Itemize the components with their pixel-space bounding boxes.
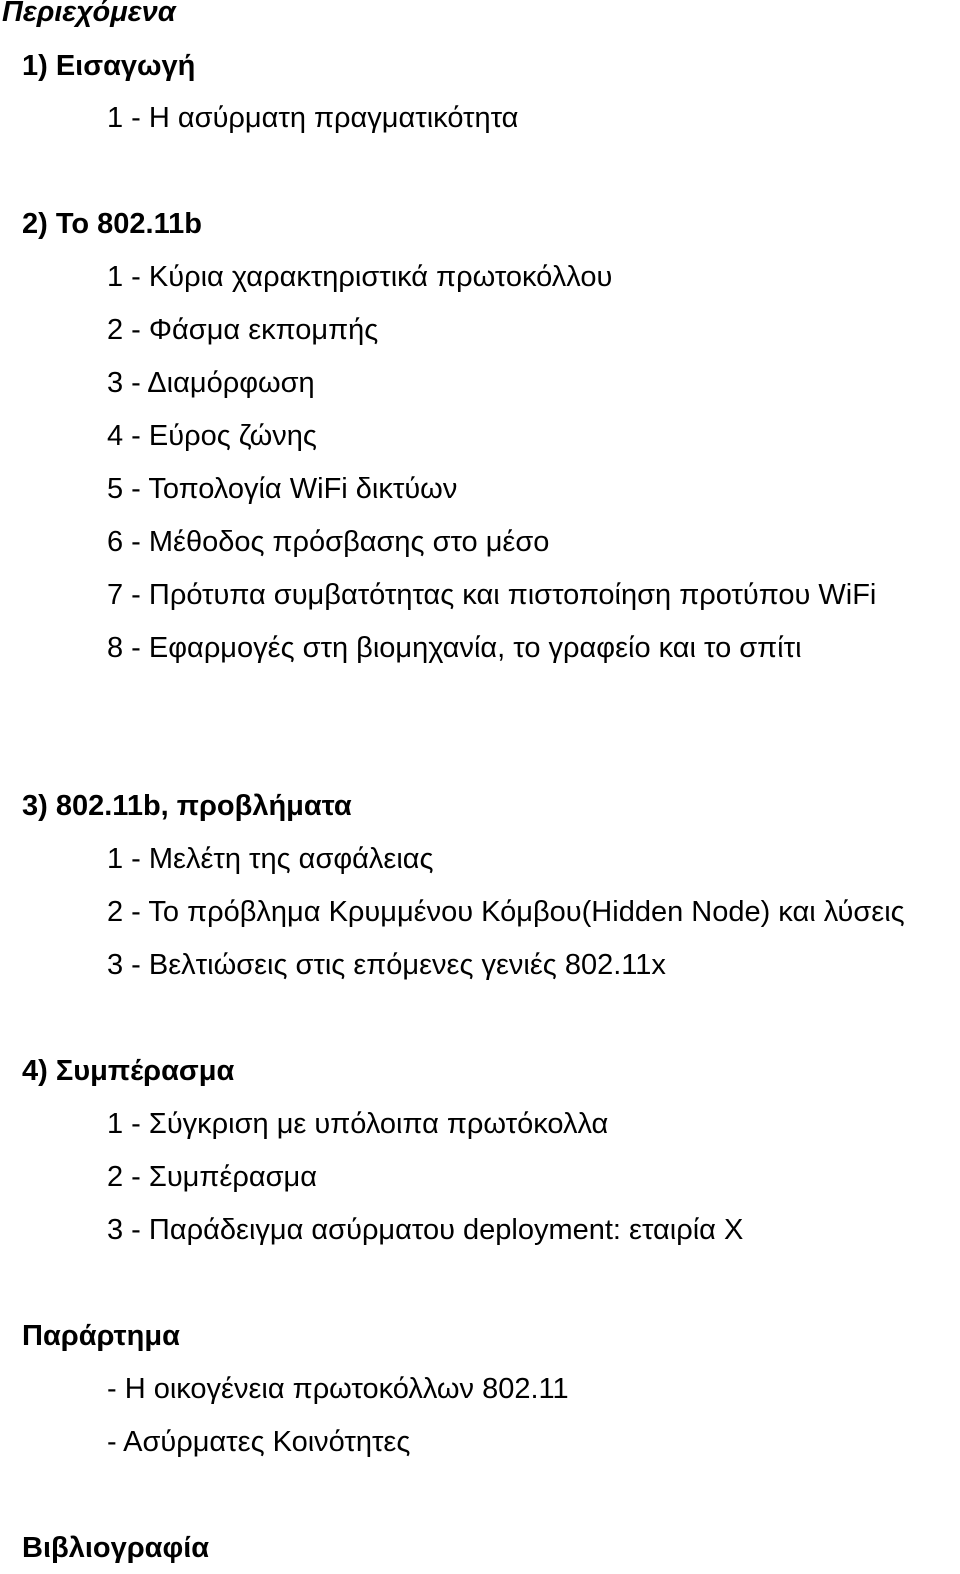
toc-item: 8 - Εφαρμογές στη βιομηχανία, το γραφείο και το σπίτι bbox=[107, 632, 802, 664]
toc-item: 2 - Συμπέρασμα bbox=[107, 1161, 317, 1193]
toc-item: 7 - Πρότυπα συμβατότητας και πιστοποίηση προτύπου WiFi bbox=[107, 579, 877, 611]
toc-item: 2 - Φάσμα εκπομπής bbox=[107, 314, 379, 346]
toc-item: - Η οικογένεια πρωτοκόλλων 802.11 bbox=[107, 1373, 569, 1405]
toc-item: 1 - Σύγκριση με υπόλοιπα πρωτόκολλα bbox=[107, 1108, 609, 1140]
section-heading-802-11b: 2) Το 802.11b bbox=[22, 208, 202, 240]
toc-item: 2 - Το πρόβλημα Κρυμμένου Κόμβου(Hidden Node) και λύσεις bbox=[107, 896, 905, 928]
toc-title: Περιεχόμενα bbox=[2, 0, 176, 28]
section-heading-appendix: Παράρτημα bbox=[22, 1320, 180, 1352]
toc-item: 1 - Η ασύρματη πραγματικότητα bbox=[107, 102, 519, 134]
toc-item: 5 - Τοπολογία WiFi δικτύων bbox=[107, 473, 458, 505]
toc-item: 3 - Παράδειγμα ασύρματου deployment: εταιρία Χ bbox=[107, 1214, 744, 1246]
toc-item: 3 - Διαμόρφωση bbox=[107, 367, 315, 399]
toc-item: 3 - Βελτιώσεις στις επόμενες γενιές 802.11x bbox=[107, 949, 666, 981]
toc-item: 1 - Μελέτη της ασφάλειας bbox=[107, 843, 434, 875]
section-heading-problems: 3) 802.11b, προβλήματα bbox=[22, 790, 352, 822]
toc-item: 1 - Κύρια χαρακτηριστικά πρωτοκόλλου bbox=[107, 261, 613, 293]
section-heading-bibliography: Βιβλιογραφία bbox=[22, 1532, 210, 1564]
toc-item: 4 - Εύρος ζώνης bbox=[107, 420, 317, 452]
section-heading-introduction: 1) Εισαγωγή bbox=[22, 50, 196, 82]
toc-item: 6 - Μέθοδος πρόσβασης στο μέσο bbox=[107, 526, 550, 558]
toc-item: - Ασύρματες Κοινότητες bbox=[107, 1426, 411, 1458]
section-heading-conclusion: 4) Συμπέρασμα bbox=[22, 1055, 235, 1087]
